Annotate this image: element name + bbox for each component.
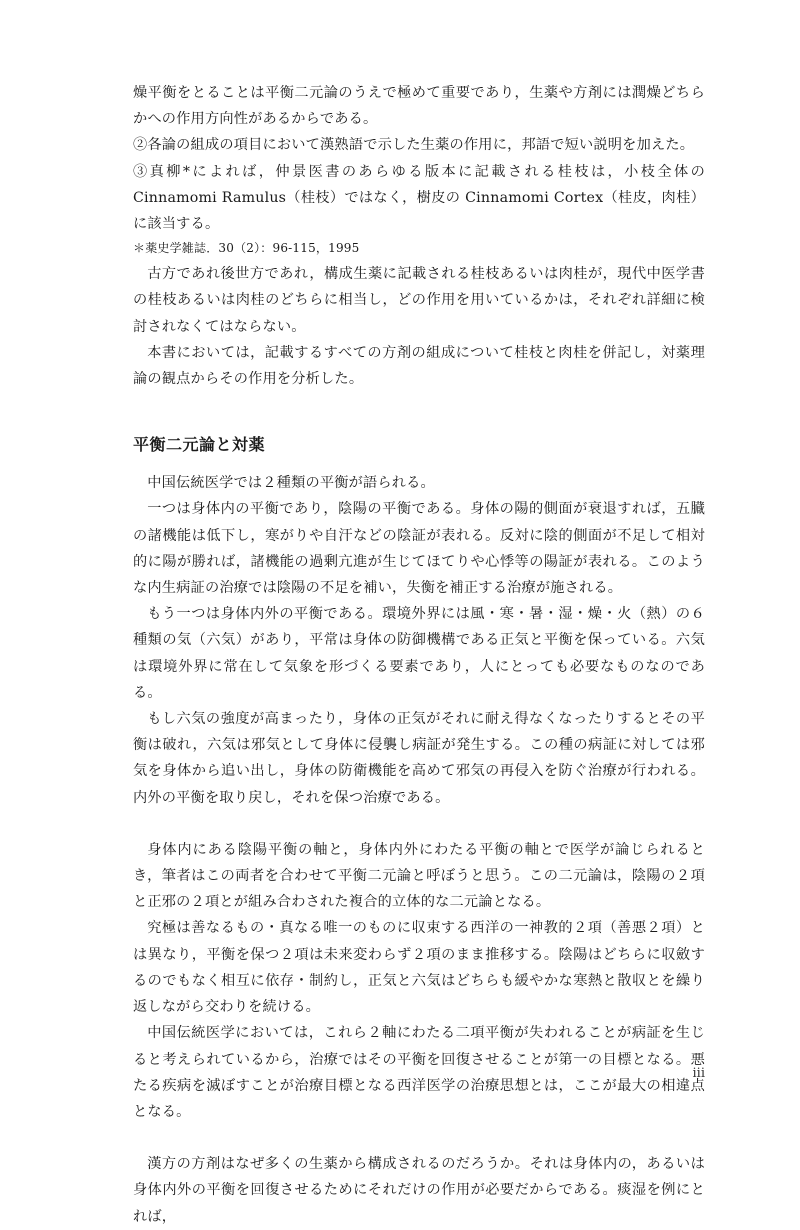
section-paragraph-6: 究極は善なるもの・真なる唯一のものに収束する西洋の一神教的２項（善悪２項）とは異なり，平衡を保つ２項は未来変わらず２項のまま推移する。陰陽はどちらに収斂するのでもなく相互に依存・制約し，正気と六気はどちらも緩やかな寒熱と散収とを繰り返しながら交わりを続ける。 [133, 920, 705, 1016]
page-number: iii [692, 1066, 705, 1081]
section-paragraph-8: 漢方の方剤はなぜ多くの生薬から構成されるのだろうか。それは身体内の，あるいは身体内外の平衡を回復させるためにそれだけの作用が必要だからである。痰湿を例にとれば， [133, 1156, 705, 1225]
section-paragraph-3: もう一つは身体内外の平衡である。環境外界には風・寒・暑・湿・燥・火（熱）の６種類の気（六気）があり，平常は身体の防御機構である正気と平衡を保っている。六気は環境外界に常在して気象を形づくる要素であり，人にとっても必要なものなのである。 [133, 606, 705, 701]
intro-paragraph-2: 古方であれ後世方であれ，構成生薬に記載される桂枝あるいは肉桂が，現代中医学書の桂枝あるいは肉桂のどちらに相当し，どの作用を用いているかは，それぞれ詳細に検討されなくてはならない。 [133, 266, 705, 335]
section-paragraph-7: 中国伝統医学においては，これら２軸にわたる二項平衡が失われることが病証を生じると考えられているから，治療ではその平衡を回復させることが第一の目標となる。悪たる疾病を滅ぼすことが治療目標となる西洋医学の治療思想とは，ここが最大の相違点となる。 [133, 1025, 705, 1120]
intro-paragraph-1: 燥平衡をとることは平衡二元論のうえで極めて重要であり，生薬や方剤には潤燥どちらかへの作用方向性があるからである。 [133, 85, 705, 128]
intro-paragraph-3: 本書においては，記載するすべての方剤の組成について桂枝と肉桂を併記し，対薬理論の観点からその作用を分析した。 [133, 344, 705, 388]
footnote: ＊薬史学雑誌．30（2）：96-115，1995 [133, 241, 360, 256]
intro-item-3: ③真柳*によれば，仲景医書のあらゆる版本に記載される桂枝は，小枝全体の Cinnamomi Ramulus（桂枝）ではなく，樹皮の Cinnamomi Cortex（桂皮，肉桂）に該当する。 [133, 163, 705, 233]
paragraph-gap [133, 1125, 705, 1151]
section-paragraph-1: 中国伝統医学では２種類の平衡が語られる。 [147, 475, 435, 492]
section-paragraph-2: 一つは身体内の平衡であり，陰陽の平衡である。身体の陽的側面が衰退すれば，五臓の諸機能は低下し，寒がりや自汗などの陰証が表れる。反対に陰的側面が不足して相対的に陽が勝れば，諸機能の過剰亢進が生じてほてりや心悸等の陽証が表れる。このような内生病証の治療では陰陽の不足を補い，失衡を補正する治療が施される。 [133, 501, 705, 597]
section-heading: 平衡二元論と対薬 [133, 435, 266, 455]
page-body [133, 80, 705, 1230]
intro-item-2: ②各論の組成の項目において漢熟語で示した生薬の作用に，邦語で短い説明を加えた。 [133, 137, 695, 154]
paragraph-gap [133, 811, 705, 837]
section-paragraph-5: 身体内にある陰陽平衡の軸と，身体内外にわたる平衡の軸とで医学が論じられるとき，筆者はこの両者を合わせて平衡二元論と呼ぼうと思う。この二元論は，陰陽の２項と正邪の２項とが組み合わされた複合的立体的な二元論となる。 [133, 841, 705, 911]
section-paragraph-4: もし六気の強度が高まったり，身体の正気がそれに耐え得なくなったりするとその平衡は破れ，六気は邪気として身体に侵襲し病証が発生する。この種の病証に対しては邪気を身体から追い出し，身体の防衛機能を高めて邪気の再侵入を防ぐ治療が行われる。内外の平衡を取り戻し，それを保つ治療である。 [133, 711, 705, 806]
